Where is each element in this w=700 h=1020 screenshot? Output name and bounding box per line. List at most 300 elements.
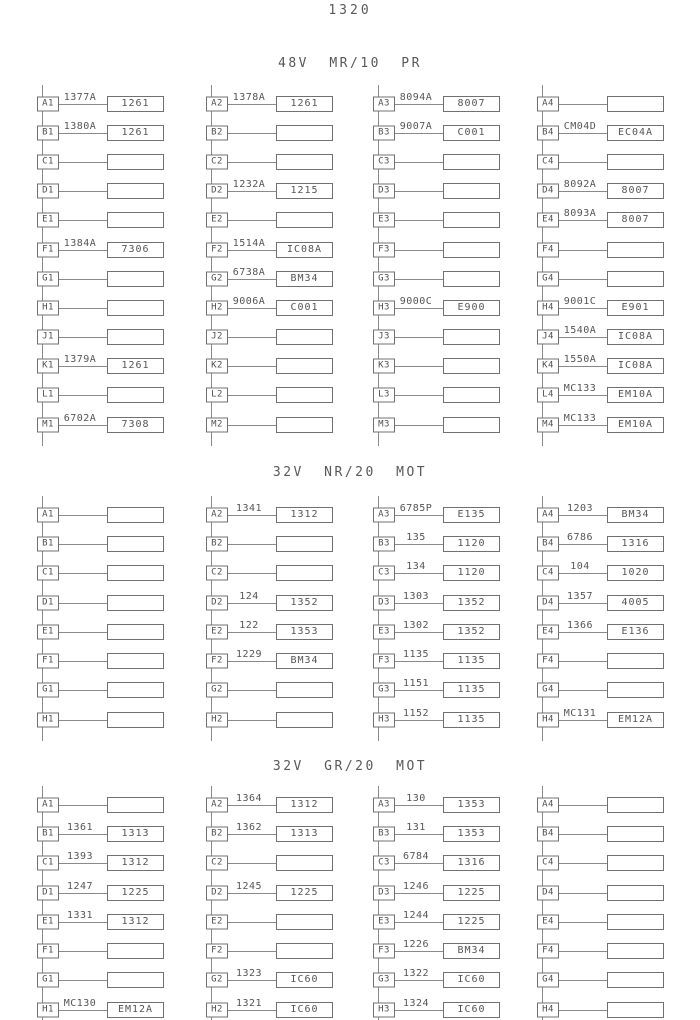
device-box: EC04A — [607, 125, 664, 141]
terminal-box: K4 — [537, 359, 559, 374]
wire-label: 8092A — [563, 179, 597, 191]
terminal-row — [537, 118, 669, 147]
device-box — [276, 154, 333, 170]
wire-line — [227, 133, 277, 134]
wire-line — [394, 279, 444, 280]
terminal-box: B1 — [37, 826, 59, 841]
wire-line — [58, 834, 108, 835]
wire-line — [227, 573, 277, 574]
device-box — [107, 972, 164, 988]
wire-line — [558, 133, 608, 134]
wire-line — [394, 603, 444, 604]
wire-label: 9000C — [399, 295, 433, 307]
terminal-row — [206, 410, 338, 439]
terminal-box: H2 — [206, 300, 228, 315]
device-box: 1261 — [276, 96, 333, 112]
wire-line — [227, 515, 277, 516]
wire-label: CM04D — [563, 120, 597, 132]
device-box: 1313 — [107, 826, 164, 842]
terminal-box: D4 — [537, 885, 559, 900]
wire-line — [227, 690, 277, 691]
device-box: C001 — [276, 300, 333, 316]
device-box: IC60 — [443, 1002, 500, 1018]
terminal-row — [373, 206, 505, 235]
device-box: 1120 — [443, 565, 500, 581]
wire-line — [227, 834, 277, 835]
device-box — [607, 96, 664, 112]
device-box — [443, 242, 500, 258]
terminal-box: C2 — [206, 856, 228, 871]
device-box — [107, 565, 164, 581]
device-box — [276, 329, 333, 345]
wire-line — [227, 863, 277, 864]
terminal-row — [373, 352, 505, 381]
terminal-box: D2 — [206, 595, 228, 610]
terminal-box: H2 — [206, 712, 228, 727]
terminal-row — [373, 381, 505, 410]
terminal-row — [373, 410, 505, 439]
device-box — [607, 154, 664, 170]
terminal-box: E2 — [206, 624, 228, 639]
terminal-box: A2 — [206, 797, 228, 812]
terminal-box: C2 — [206, 154, 228, 169]
wire-line — [394, 573, 444, 574]
wire-line — [558, 337, 608, 338]
terminal-row — [373, 235, 505, 264]
wire-label: 1378A — [232, 91, 266, 103]
wire-line — [394, 250, 444, 251]
terminal-box: C4 — [537, 154, 559, 169]
terminal-box: M2 — [206, 417, 228, 432]
device-box: 1352 — [443, 624, 500, 640]
terminal-row — [537, 878, 669, 907]
terminal-row — [37, 410, 169, 439]
terminal-box: C1 — [37, 856, 59, 871]
wire-label: 1245 — [235, 880, 263, 892]
wire-line — [394, 805, 444, 806]
terminal-row — [37, 790, 169, 819]
wire-line — [394, 366, 444, 367]
device-box — [276, 387, 333, 403]
terminal-box: L4 — [537, 388, 559, 403]
device-box — [107, 507, 164, 523]
wire-label: 122 — [239, 619, 259, 631]
terminal-box: D1 — [37, 595, 59, 610]
device-box — [607, 653, 664, 669]
wire-label: MC133 — [563, 412, 597, 424]
wire-line — [227, 1010, 277, 1011]
device-box: 1261 — [107, 358, 164, 374]
wire-label: 1362 — [235, 821, 263, 833]
wire-line — [227, 425, 277, 426]
terminal-box: B1 — [37, 125, 59, 140]
terminal-box: A4 — [537, 797, 559, 812]
page-title: 1320 — [328, 3, 372, 18]
terminal-column — [537, 790, 669, 1020]
device-box: 1225 — [276, 885, 333, 901]
wire-line — [394, 863, 444, 864]
terminal-row — [373, 907, 505, 936]
terminal-box: B3 — [373, 536, 395, 551]
terminal-row — [537, 264, 669, 293]
terminal-row — [537, 235, 669, 264]
wire-line — [394, 133, 444, 134]
device-box: 1225 — [443, 885, 500, 901]
terminal-row — [537, 617, 669, 646]
wire-line — [394, 220, 444, 221]
terminal-box: G4 — [537, 271, 559, 286]
terminal-row — [537, 849, 669, 878]
wire-label: MC133 — [563, 383, 597, 395]
device-box: 7306 — [107, 242, 164, 258]
wire-line — [394, 661, 444, 662]
device-box: 1020 — [607, 565, 664, 581]
terminal-row — [537, 323, 669, 352]
terminal-box: C1 — [37, 154, 59, 169]
wire-line — [558, 544, 608, 545]
terminal-column — [37, 89, 169, 439]
wire-line — [227, 337, 277, 338]
device-box: BM34 — [276, 653, 333, 669]
terminal-row — [37, 500, 169, 529]
terminal-box: A4 — [537, 96, 559, 111]
terminal-row — [206, 936, 338, 965]
section-title: 32V GR/20 MOT — [272, 759, 428, 774]
wire-label: 1302 — [402, 619, 430, 631]
wire-label: MC131 — [563, 707, 597, 719]
terminal-box: A1 — [37, 96, 59, 111]
device-box — [607, 972, 664, 988]
terminal-column — [206, 790, 338, 1020]
terminal-row — [373, 500, 505, 529]
device-box — [107, 797, 164, 813]
terminal-row — [37, 529, 169, 558]
device-box: EM12A — [607, 712, 664, 728]
terminal-box: A1 — [37, 797, 59, 812]
terminal-row — [37, 966, 169, 995]
terminal-box: F4 — [537, 654, 559, 669]
terminal-box: D1 — [37, 184, 59, 199]
wire-label: 1341 — [235, 502, 263, 514]
wire-line — [58, 720, 108, 721]
terminal-row — [537, 147, 669, 176]
terminal-row — [537, 352, 669, 381]
terminal-box: E1 — [37, 914, 59, 929]
device-box — [107, 212, 164, 228]
wire-line — [58, 279, 108, 280]
terminal-box: C3 — [373, 566, 395, 581]
wire-line — [558, 632, 608, 633]
device-box: 1312 — [276, 507, 333, 523]
terminal-box: C4 — [537, 566, 559, 581]
terminal-box: E2 — [206, 914, 228, 929]
terminal-row — [373, 676, 505, 705]
terminal-box: G2 — [206, 271, 228, 286]
terminal-row — [537, 588, 669, 617]
wire-label: 1322 — [402, 968, 430, 980]
wire-label: 9006A — [232, 295, 266, 307]
wire-line — [58, 603, 108, 604]
wire-line — [394, 191, 444, 192]
terminal-row — [373, 995, 505, 1020]
terminal-box: E2 — [206, 213, 228, 228]
wire-line — [558, 893, 608, 894]
device-box: IC08A — [276, 242, 333, 258]
wire-line — [394, 951, 444, 952]
terminal-box: C3 — [373, 856, 395, 871]
wire-line — [558, 515, 608, 516]
device-box — [276, 682, 333, 698]
terminal-row — [537, 790, 669, 819]
terminal-row — [537, 966, 669, 995]
terminal-box: M4 — [537, 417, 559, 432]
terminal-row — [37, 206, 169, 235]
wire-line — [558, 951, 608, 952]
terminal-row — [373, 849, 505, 878]
device-box: 1261 — [107, 125, 164, 141]
device-box: 1353 — [443, 797, 500, 813]
wire-line — [227, 366, 277, 367]
wire-line — [227, 922, 277, 923]
terminal-row — [37, 819, 169, 848]
terminal-row — [206, 529, 338, 558]
wire-label: 6738A — [232, 266, 266, 278]
device-box — [443, 154, 500, 170]
device-box — [276, 212, 333, 228]
terminal-row — [206, 206, 338, 235]
wire-label: 6784 — [402, 851, 430, 863]
wire-label: 1323 — [235, 968, 263, 980]
terminal-row — [537, 529, 669, 558]
wire-label: 1152 — [402, 707, 430, 719]
wire-label: MC130 — [63, 997, 97, 1009]
terminal-row — [373, 646, 505, 675]
terminal-box: E3 — [373, 624, 395, 639]
device-box — [443, 271, 500, 287]
wire-line — [58, 1010, 108, 1011]
device-box — [276, 536, 333, 552]
device-box — [107, 595, 164, 611]
wire-line — [558, 425, 608, 426]
device-box — [107, 300, 164, 316]
wire-line — [227, 805, 277, 806]
terminal-box: E1 — [37, 624, 59, 639]
terminal-row — [37, 264, 169, 293]
terminal-row — [37, 588, 169, 617]
terminal-row — [37, 559, 169, 588]
terminal-row — [206, 907, 338, 936]
wire-line — [58, 425, 108, 426]
device-box — [276, 914, 333, 930]
device-box — [443, 387, 500, 403]
terminal-row — [373, 617, 505, 646]
wire-line — [394, 690, 444, 691]
terminal-row — [537, 995, 669, 1020]
wire-line — [394, 308, 444, 309]
wire-line — [558, 366, 608, 367]
terminal-row — [37, 323, 169, 352]
wire-line — [58, 515, 108, 516]
terminal-box: E4 — [537, 624, 559, 639]
terminal-box: E3 — [373, 213, 395, 228]
wire-label: 1324 — [402, 997, 430, 1009]
terminal-box: B4 — [537, 826, 559, 841]
wire-label: 130 — [406, 792, 426, 804]
device-box — [107, 329, 164, 345]
terminal-row — [537, 676, 669, 705]
device-box: 1135 — [443, 682, 500, 698]
terminal-row — [37, 907, 169, 936]
wire-label: 1379A — [63, 354, 97, 366]
terminal-row — [373, 529, 505, 558]
terminal-box: M1 — [37, 417, 59, 432]
wire-line — [558, 1010, 608, 1011]
device-box: 1312 — [276, 797, 333, 813]
terminal-row — [37, 381, 169, 410]
terminal-column — [373, 790, 505, 1020]
terminal-box: K3 — [373, 359, 395, 374]
wire-line — [58, 863, 108, 864]
terminal-box: H1 — [37, 1002, 59, 1017]
wire-label: 1357 — [566, 590, 594, 602]
wire-line — [558, 603, 608, 604]
wire-line — [58, 133, 108, 134]
wire-line — [394, 337, 444, 338]
terminal-box: A3 — [373, 507, 395, 522]
terminal-row — [537, 89, 669, 118]
wire-label: 1246 — [402, 880, 430, 892]
terminal-box: H3 — [373, 712, 395, 727]
terminal-box: F4 — [537, 944, 559, 959]
wire-line — [394, 720, 444, 721]
terminal-row — [373, 705, 505, 734]
wire-label: 134 — [406, 561, 426, 573]
terminal-row — [37, 235, 169, 264]
terminal-row — [37, 177, 169, 206]
device-box: BM34 — [443, 943, 500, 959]
wire-line — [558, 720, 608, 721]
terminal-row — [206, 147, 338, 176]
device-box: EM10A — [607, 387, 664, 403]
terminal-box: G1 — [37, 683, 59, 698]
device-box: IC08A — [607, 358, 664, 374]
terminal-column — [537, 500, 669, 734]
device-box: 1312 — [107, 855, 164, 871]
terminal-box: G4 — [537, 973, 559, 988]
terminal-row — [537, 559, 669, 588]
wire-label: 131 — [406, 821, 426, 833]
terminal-box: F3 — [373, 242, 395, 257]
device-box — [107, 536, 164, 552]
device-box — [607, 885, 664, 901]
device-box: 1353 — [443, 826, 500, 842]
terminal-row — [37, 995, 169, 1020]
terminal-box: C2 — [206, 566, 228, 581]
terminal-row — [373, 177, 505, 206]
terminal-box: J2 — [206, 330, 228, 345]
terminal-row — [206, 878, 338, 907]
wire-line — [394, 515, 444, 516]
terminal-row — [37, 936, 169, 965]
device-box: E135 — [443, 507, 500, 523]
terminal-row — [373, 878, 505, 907]
wire-line — [58, 250, 108, 251]
terminal-box: D2 — [206, 885, 228, 900]
terminal-row — [373, 936, 505, 965]
wire-line — [558, 220, 608, 221]
device-box — [443, 417, 500, 433]
terminal-box: M3 — [373, 417, 395, 432]
wire-line — [58, 544, 108, 545]
wire-line — [227, 544, 277, 545]
terminal-box: G3 — [373, 683, 395, 698]
terminal-row — [206, 790, 338, 819]
device-box: 8007 — [443, 96, 500, 112]
terminal-box: D3 — [373, 885, 395, 900]
wire-label: 1380A — [63, 120, 97, 132]
wire-label: 1514A — [232, 237, 266, 249]
terminal-box: L2 — [206, 388, 228, 403]
device-box: IC60 — [276, 1002, 333, 1018]
wire-line — [558, 250, 608, 251]
wire-line — [558, 690, 608, 691]
wire-label: 1203 — [566, 502, 594, 514]
terminal-row — [373, 588, 505, 617]
terminal-box: K2 — [206, 359, 228, 374]
wire-line — [227, 104, 277, 105]
terminal-row — [206, 118, 338, 147]
wire-line — [394, 922, 444, 923]
device-box — [443, 329, 500, 345]
wire-line — [227, 191, 277, 192]
terminal-box: L1 — [37, 388, 59, 403]
terminal-row — [537, 206, 669, 235]
terminal-box: B1 — [37, 536, 59, 551]
terminal-row — [537, 293, 669, 322]
terminal-box: F2 — [206, 944, 228, 959]
terminal-box: C3 — [373, 154, 395, 169]
terminal-box: G2 — [206, 683, 228, 698]
device-box — [107, 387, 164, 403]
device-box: 1353 — [276, 624, 333, 640]
device-box — [607, 797, 664, 813]
terminal-box: D3 — [373, 595, 395, 610]
wire-line — [394, 834, 444, 835]
terminal-box: C4 — [537, 856, 559, 871]
terminal-row — [373, 147, 505, 176]
terminal-box: F2 — [206, 242, 228, 257]
wire-line — [558, 863, 608, 864]
terminal-box: F1 — [37, 654, 59, 669]
wire-line — [558, 980, 608, 981]
terminal-row — [206, 500, 338, 529]
terminal-row — [206, 588, 338, 617]
device-box: 1313 — [276, 826, 333, 842]
device-box — [607, 914, 664, 930]
terminal-box: G4 — [537, 683, 559, 698]
device-box: IC08A — [607, 329, 664, 345]
terminal-box: J3 — [373, 330, 395, 345]
terminal-box: E4 — [537, 213, 559, 228]
terminal-box: F3 — [373, 654, 395, 669]
wire-line — [58, 104, 108, 105]
wire-line — [558, 922, 608, 923]
terminal-row — [37, 118, 169, 147]
terminal-row — [537, 705, 669, 734]
wire-label: 6786 — [566, 531, 594, 543]
device-box — [607, 242, 664, 258]
wire-line — [58, 366, 108, 367]
